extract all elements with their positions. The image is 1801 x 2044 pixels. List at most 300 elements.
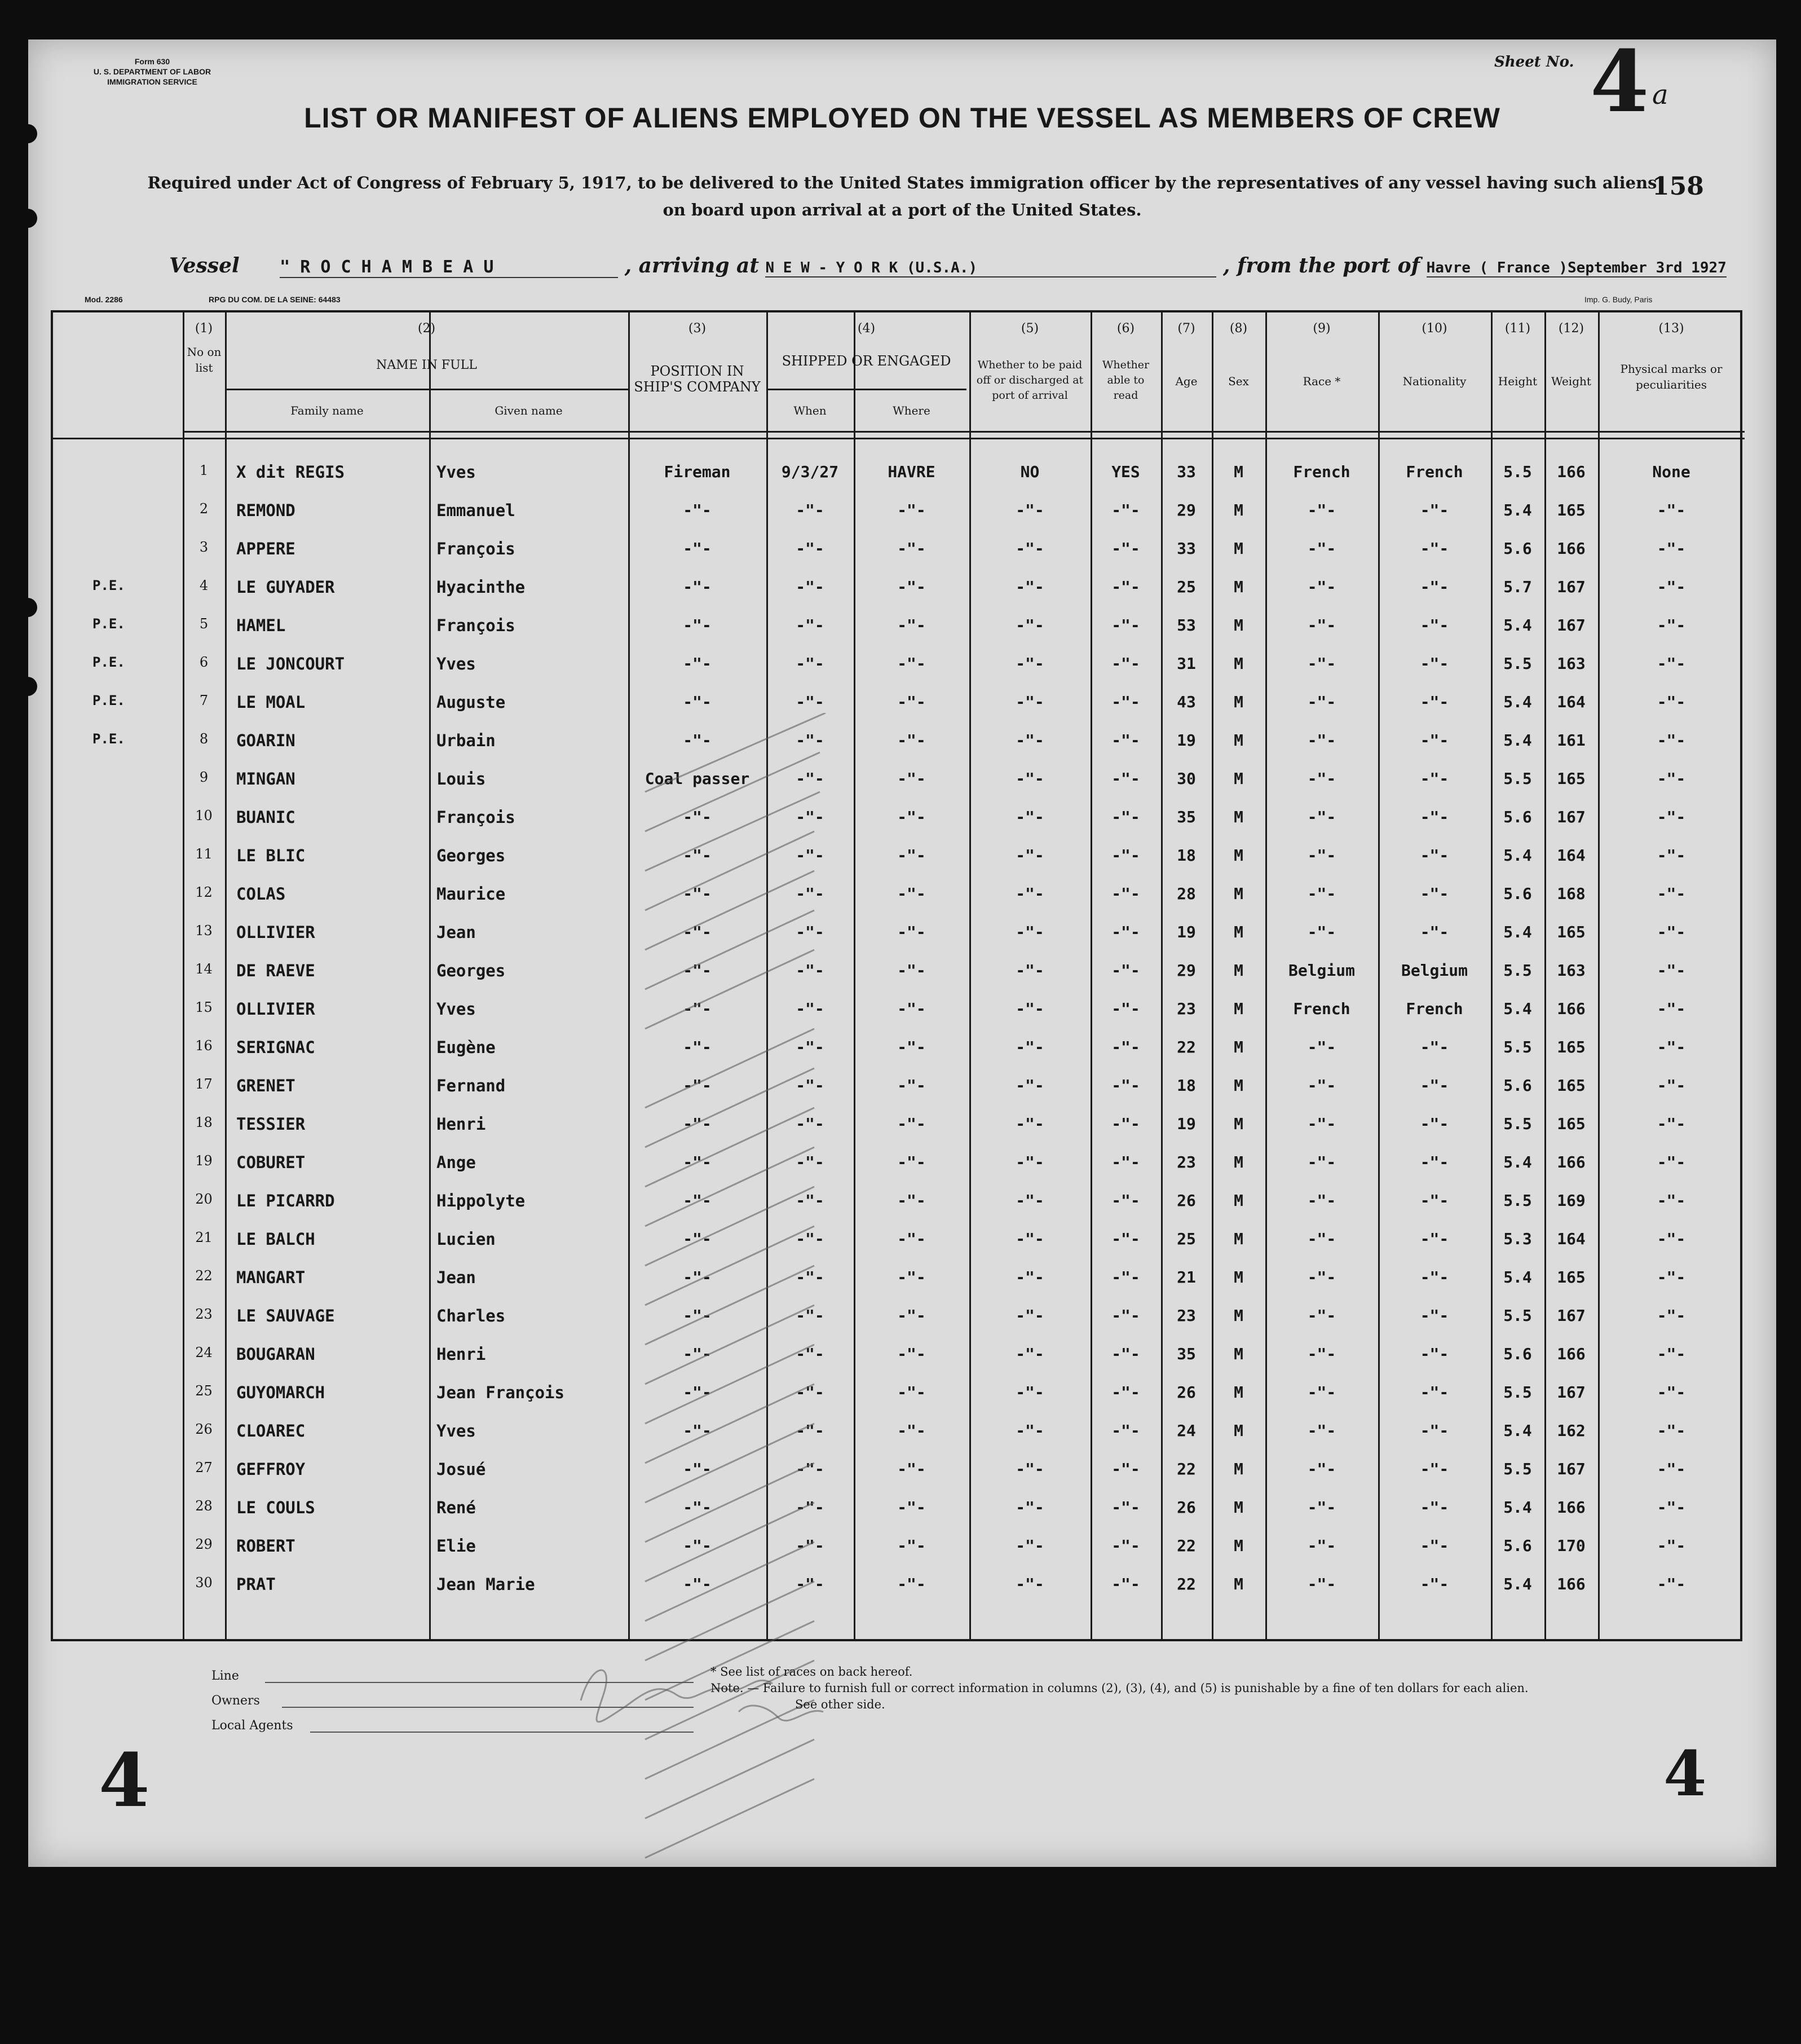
row-number: 2 bbox=[199, 501, 209, 517]
line-label: Line bbox=[211, 1669, 239, 1683]
row-number: 9 bbox=[199, 769, 209, 785]
row-height: 5.5 bbox=[1503, 1191, 1532, 1210]
row-race: -"- bbox=[1307, 578, 1336, 596]
row-weight: 163 bbox=[1557, 654, 1586, 673]
row-paid-off: -"- bbox=[1016, 884, 1044, 903]
row-nationality: -"- bbox=[1420, 1230, 1449, 1248]
row-weight: 161 bbox=[1557, 731, 1586, 750]
row-given-name: Eugène bbox=[436, 1038, 496, 1057]
row-paid-off: -"- bbox=[1016, 1038, 1044, 1056]
row-able-to-read: -"- bbox=[1111, 846, 1140, 865]
row-sex: M bbox=[1234, 1191, 1243, 1210]
row-when: -"- bbox=[796, 539, 824, 558]
row-height: 5.5 bbox=[1503, 1306, 1532, 1325]
table-row bbox=[53, 569, 1745, 607]
voyage-date: September 3rd 1927 bbox=[1568, 259, 1727, 276]
row-family-name: MANGART bbox=[236, 1268, 306, 1287]
page-number: 158 bbox=[1652, 172, 1704, 201]
row-marks: -"- bbox=[1657, 693, 1686, 711]
row-race: -"- bbox=[1307, 1230, 1336, 1248]
row-sex: M bbox=[1234, 731, 1243, 750]
row-race: -"- bbox=[1307, 1575, 1336, 1593]
row-age: 23 bbox=[1177, 1153, 1196, 1171]
row-height: 5.6 bbox=[1503, 808, 1532, 826]
row-position: -"- bbox=[683, 1268, 712, 1287]
row-age: 35 bbox=[1177, 1345, 1196, 1363]
row-when: -"- bbox=[796, 1383, 824, 1402]
row-race: -"- bbox=[1307, 1153, 1336, 1171]
row-given-name: Georges bbox=[436, 961, 506, 980]
form-info bbox=[90, 56, 214, 87]
row-nationality: -"- bbox=[1420, 1038, 1449, 1056]
row-given-name: Henri bbox=[436, 1114, 486, 1134]
row-when: -"- bbox=[796, 654, 824, 673]
row-height: 5.5 bbox=[1503, 961, 1532, 980]
row-height: 5.6 bbox=[1503, 884, 1532, 903]
row-family-name: COBURET bbox=[236, 1153, 306, 1172]
row-note: P.E. bbox=[92, 578, 125, 593]
col-3-header: POSITION IN SHIP'S COMPANY bbox=[634, 363, 761, 395]
agents-label: Local Agents bbox=[211, 1719, 293, 1733]
row-marks: -"- bbox=[1657, 1114, 1686, 1133]
row-nationality: -"- bbox=[1420, 1306, 1449, 1325]
row-number: 5 bbox=[199, 616, 209, 632]
row-height: 5.5 bbox=[1503, 1038, 1532, 1056]
row-note: P.E. bbox=[92, 731, 125, 747]
row-where: -"- bbox=[897, 884, 926, 903]
row-given-name: Louis bbox=[436, 769, 486, 788]
row-height: 5.5 bbox=[1503, 769, 1532, 788]
row-height: 5.5 bbox=[1503, 462, 1532, 481]
table-row bbox=[53, 1105, 1745, 1144]
row-paid-off: -"- bbox=[1016, 578, 1044, 596]
row-family-name: GRENET bbox=[236, 1076, 295, 1095]
row-race: -"- bbox=[1307, 693, 1336, 711]
row-family-name: PRAT bbox=[236, 1575, 276, 1594]
table-row bbox=[53, 1182, 1745, 1221]
col-4-number: (4) bbox=[857, 321, 876, 336]
col-13-header: Physical marks or peculiarities bbox=[1620, 362, 1723, 391]
rpg-number: RPG DU COM. DE LA SEINE: 64483 bbox=[209, 295, 341, 304]
col-8-header: Sex bbox=[1228, 375, 1249, 388]
row-age: 35 bbox=[1177, 808, 1196, 826]
row-age: 25 bbox=[1177, 578, 1196, 596]
row-marks: -"- bbox=[1657, 1575, 1686, 1593]
row-when: -"- bbox=[796, 1536, 824, 1555]
row-when: -"- bbox=[796, 999, 824, 1018]
footnote-races: * See list of races on back hereof. bbox=[710, 1665, 913, 1679]
row-sex: M bbox=[1234, 462, 1243, 481]
row-able-to-read: -"- bbox=[1111, 999, 1140, 1018]
row-sex: M bbox=[1234, 846, 1243, 865]
row-nationality: -"- bbox=[1420, 923, 1449, 941]
row-marks: -"- bbox=[1657, 501, 1686, 519]
row-given-name: Yves bbox=[436, 654, 476, 673]
printer: Imp. G. Budy, Paris bbox=[1584, 295, 1653, 304]
row-age: 26 bbox=[1177, 1498, 1196, 1517]
row-able-to-read: -"- bbox=[1111, 1345, 1140, 1363]
row-weight: 164 bbox=[1557, 693, 1586, 711]
row-given-name: Jean François bbox=[436, 1383, 564, 1402]
row-nationality: -"- bbox=[1420, 884, 1449, 903]
row-when: -"- bbox=[796, 808, 824, 826]
row-able-to-read: -"- bbox=[1111, 1268, 1140, 1287]
row-family-name: LE MOAL bbox=[236, 693, 306, 712]
table-row bbox=[53, 760, 1745, 799]
row-marks: -"- bbox=[1657, 999, 1686, 1018]
row-race: -"- bbox=[1307, 1191, 1336, 1210]
row-paid-off: -"- bbox=[1016, 1076, 1044, 1095]
row-marks: -"- bbox=[1657, 1460, 1686, 1478]
sheet-number-left: 4 bbox=[99, 1737, 150, 1823]
row-position: -"- bbox=[683, 808, 712, 826]
table-row bbox=[53, 1259, 1745, 1297]
row-marks: -"- bbox=[1657, 884, 1686, 903]
row-number: 7 bbox=[199, 693, 209, 708]
row-nationality: -"- bbox=[1420, 1114, 1449, 1133]
row-number: 16 bbox=[195, 1038, 213, 1054]
row-weight: 167 bbox=[1557, 1306, 1586, 1325]
row-age: 22 bbox=[1177, 1575, 1196, 1593]
row-sex: M bbox=[1234, 923, 1243, 941]
row-nationality: -"- bbox=[1420, 616, 1449, 635]
page-title: LIST OR MANIFEST OF ALIENS EMPLOYED ON THE VESSEL AS MEMBERS OF CREW bbox=[304, 102, 1500, 134]
row-where: -"- bbox=[897, 654, 926, 673]
row-when: -"- bbox=[796, 1306, 824, 1325]
col-11-header: Height bbox=[1498, 375, 1538, 388]
row-able-to-read: YES bbox=[1111, 462, 1140, 481]
row-able-to-read: -"- bbox=[1111, 578, 1140, 596]
row-when: -"- bbox=[796, 616, 824, 635]
row-sex: M bbox=[1234, 1038, 1243, 1056]
row-age: 30 bbox=[1177, 769, 1196, 788]
table-row bbox=[53, 1412, 1745, 1451]
row-marks: -"- bbox=[1657, 539, 1686, 558]
row-weight: 165 bbox=[1557, 1038, 1586, 1056]
row-height: 5.6 bbox=[1503, 1076, 1532, 1095]
department: U. S. DEPARTMENT OF LABOR bbox=[93, 67, 211, 76]
row-position: -"- bbox=[683, 961, 712, 980]
table-row bbox=[53, 875, 1745, 914]
row-position: -"- bbox=[683, 501, 712, 519]
row-race: -"- bbox=[1307, 1268, 1336, 1287]
footnote-other: See other side. bbox=[795, 1698, 885, 1711]
row-when: -"- bbox=[796, 1114, 824, 1133]
row-weight: 167 bbox=[1557, 578, 1586, 596]
row-marks: -"- bbox=[1657, 1076, 1686, 1095]
mod-number: Mod. 2286 bbox=[85, 295, 123, 304]
row-age: 19 bbox=[1177, 923, 1196, 941]
sheet-no-extra: a bbox=[1652, 79, 1668, 111]
row-sex: M bbox=[1234, 654, 1243, 673]
row-race: -"- bbox=[1307, 846, 1336, 865]
row-given-name: François bbox=[436, 539, 515, 558]
row-weight: 166 bbox=[1557, 1575, 1586, 1593]
row-height: 5.4 bbox=[1503, 999, 1532, 1018]
row-family-name: REMOND bbox=[236, 501, 295, 520]
row-number: 12 bbox=[195, 884, 213, 900]
row-weight: 165 bbox=[1557, 501, 1586, 519]
row-weight: 166 bbox=[1557, 1345, 1586, 1363]
row-family-name: CLOAREC bbox=[236, 1421, 306, 1441]
table-row bbox=[53, 1221, 1745, 1259]
row-weight: 166 bbox=[1557, 1498, 1586, 1517]
footnote bbox=[710, 1664, 1529, 1713]
punch-hole bbox=[18, 209, 37, 228]
row-able-to-read: -"- bbox=[1111, 1038, 1140, 1056]
row-able-to-read: -"- bbox=[1111, 923, 1140, 941]
row-race: -"- bbox=[1307, 1345, 1336, 1363]
row-nationality: -"- bbox=[1420, 1153, 1449, 1171]
col-9-header: Race * bbox=[1303, 375, 1341, 388]
row-paid-off: -"- bbox=[1016, 1536, 1044, 1555]
row-nationality: -"- bbox=[1420, 1536, 1449, 1555]
row-number: 17 bbox=[195, 1076, 213, 1092]
punch-hole bbox=[18, 2025, 37, 2044]
row-when: -"- bbox=[796, 923, 824, 941]
row-nationality: -"- bbox=[1420, 769, 1449, 788]
row-weight: 165 bbox=[1557, 769, 1586, 788]
row-marks: -"- bbox=[1657, 654, 1686, 673]
row-nationality: -"- bbox=[1420, 539, 1449, 558]
sheet-no-label: Sheet No. bbox=[1494, 54, 1574, 71]
row-position: -"- bbox=[683, 1191, 712, 1210]
row-when: -"- bbox=[796, 1153, 824, 1171]
row-sex: M bbox=[1234, 1421, 1243, 1440]
row-race: -"- bbox=[1307, 923, 1336, 941]
row-family-name: SERIGNAC bbox=[236, 1038, 315, 1057]
row-able-to-read: -"- bbox=[1111, 539, 1140, 558]
row-sex: M bbox=[1234, 693, 1243, 711]
row-family-name: X dit REGIS bbox=[236, 462, 345, 482]
vessel-line bbox=[169, 254, 1748, 282]
row-when: -"- bbox=[796, 1191, 824, 1210]
row-height: 5.6 bbox=[1503, 1536, 1532, 1555]
row-where: -"- bbox=[897, 1230, 926, 1248]
row-age: 29 bbox=[1177, 501, 1196, 519]
row-note: P.E. bbox=[92, 693, 125, 708]
row-number: 26 bbox=[195, 1421, 213, 1437]
table-row bbox=[53, 453, 1745, 492]
row-marks: -"- bbox=[1657, 1536, 1686, 1555]
row-able-to-read: -"- bbox=[1111, 1460, 1140, 1478]
row-able-to-read: -"- bbox=[1111, 1076, 1140, 1095]
row-where: -"- bbox=[897, 1191, 926, 1210]
row-position: -"- bbox=[683, 999, 712, 1018]
row-able-to-read: -"- bbox=[1111, 769, 1140, 788]
row-family-name: LE GUYADER bbox=[236, 578, 335, 597]
row-nationality: -"- bbox=[1420, 1498, 1449, 1517]
row-position: -"- bbox=[683, 1114, 712, 1133]
row-height: 5.6 bbox=[1503, 1345, 1532, 1363]
row-nationality: -"- bbox=[1420, 731, 1449, 750]
row-paid-off: -"- bbox=[1016, 731, 1044, 750]
row-given-name: Maurice bbox=[436, 884, 506, 904]
row-given-name: Yves bbox=[436, 1421, 476, 1441]
row-given-name: Auguste bbox=[436, 693, 506, 712]
row-where: -"- bbox=[897, 501, 926, 519]
row-age: 43 bbox=[1177, 693, 1196, 711]
row-able-to-read: -"- bbox=[1111, 808, 1140, 826]
row-height: 5.4 bbox=[1503, 1421, 1532, 1440]
row-family-name: LE BALCH bbox=[236, 1230, 315, 1249]
row-marks: -"- bbox=[1657, 846, 1686, 865]
row-able-to-read: -"- bbox=[1111, 1536, 1140, 1555]
col-2-family-header: Family name bbox=[290, 404, 364, 417]
row-position: Coal passer bbox=[645, 769, 750, 788]
col-5-number: (5) bbox=[1021, 321, 1039, 336]
col-2-given-header: Given name bbox=[495, 404, 563, 417]
row-family-name: LE BLIC bbox=[236, 846, 306, 865]
row-position: -"- bbox=[683, 1153, 712, 1171]
row-age: 22 bbox=[1177, 1460, 1196, 1478]
row-when: 9/3/27 bbox=[781, 462, 839, 481]
table-row bbox=[53, 530, 1745, 569]
row-able-to-read: -"- bbox=[1111, 961, 1140, 980]
row-height: 5.4 bbox=[1503, 923, 1532, 941]
row-where: -"- bbox=[897, 1345, 926, 1363]
row-able-to-read: -"- bbox=[1111, 1114, 1140, 1133]
row-height: 5.4 bbox=[1503, 1153, 1532, 1171]
row-sex: M bbox=[1234, 1383, 1243, 1402]
row-when: -"- bbox=[796, 1345, 824, 1363]
page-subtitle: Required under Act of Congress of February 5, 1917, to be delivered to the United States immigration officer by the representatives of any vessel having such aliens on board upon arrival at a port of the United States. bbox=[147, 173, 1657, 219]
row-given-name: Hippolyte bbox=[436, 1191, 526, 1210]
row-family-name: LE PICARRD bbox=[236, 1191, 335, 1210]
row-given-name: Jean bbox=[436, 923, 476, 942]
row-height: 5.4 bbox=[1503, 731, 1532, 750]
row-family-name: OLLIVIER bbox=[236, 999, 315, 1019]
row-height: 5.4 bbox=[1503, 1268, 1532, 1287]
row-race: Belgium bbox=[1288, 961, 1355, 980]
row-position: -"- bbox=[683, 731, 712, 750]
row-race: French bbox=[1293, 462, 1350, 481]
row-family-name: DE RAEVE bbox=[236, 961, 315, 980]
row-height: 5.5 bbox=[1503, 654, 1532, 673]
row-where: -"- bbox=[897, 1536, 926, 1555]
row-age: 53 bbox=[1177, 616, 1196, 635]
table-row bbox=[53, 492, 1745, 530]
row-marks: -"- bbox=[1657, 1498, 1686, 1517]
row-able-to-read: -"- bbox=[1111, 616, 1140, 635]
row-marks: -"- bbox=[1657, 1038, 1686, 1056]
row-position: -"- bbox=[683, 1498, 712, 1517]
col-2-number: (2) bbox=[417, 321, 436, 336]
row-where: -"- bbox=[897, 808, 926, 826]
row-weight: 167 bbox=[1557, 808, 1586, 826]
row-marks: None bbox=[1652, 462, 1690, 481]
row-paid-off: -"- bbox=[1016, 1383, 1044, 1402]
row-given-name: Lucien bbox=[436, 1230, 496, 1249]
row-position: -"- bbox=[683, 1306, 712, 1325]
col-1-header: No on list bbox=[187, 345, 222, 375]
row-race: -"- bbox=[1307, 501, 1336, 519]
row-weight: 164 bbox=[1557, 1230, 1586, 1248]
row-number: 19 bbox=[195, 1153, 213, 1169]
row-weight: 166 bbox=[1557, 999, 1586, 1018]
row-age: 26 bbox=[1177, 1191, 1196, 1210]
table-row bbox=[53, 1336, 1745, 1374]
row-when: -"- bbox=[796, 578, 824, 596]
row-given-name: René bbox=[436, 1498, 476, 1517]
row-position: -"- bbox=[683, 654, 712, 673]
row-marks: -"- bbox=[1657, 1383, 1686, 1402]
row-age: 25 bbox=[1177, 1230, 1196, 1248]
row-family-name: ROBERT bbox=[236, 1536, 295, 1556]
manifest-sheet bbox=[28, 32, 1776, 1867]
row-nationality: -"- bbox=[1420, 1421, 1449, 1440]
row-height: 5.4 bbox=[1503, 846, 1532, 865]
row-family-name: LE COULS bbox=[236, 1498, 315, 1517]
form-number: Form 630 bbox=[134, 57, 170, 66]
col-9-number: (9) bbox=[1313, 321, 1331, 336]
row-age: 22 bbox=[1177, 1038, 1196, 1056]
row-when: -"- bbox=[796, 1575, 824, 1593]
row-height: 5.4 bbox=[1503, 616, 1532, 635]
row-position: -"- bbox=[683, 578, 712, 596]
row-family-name: BOUGARAN bbox=[236, 1345, 315, 1364]
row-position: -"- bbox=[683, 884, 712, 903]
row-race: -"- bbox=[1307, 1460, 1336, 1478]
row-weight: 165 bbox=[1557, 923, 1586, 941]
table-row bbox=[53, 914, 1745, 952]
table-row bbox=[53, 607, 1745, 645]
row-nationality: -"- bbox=[1420, 1575, 1449, 1593]
row-given-name: Charles bbox=[436, 1306, 506, 1325]
row-nationality: -"- bbox=[1420, 1191, 1449, 1210]
row-nationality: -"- bbox=[1420, 1345, 1449, 1363]
row-age: 28 bbox=[1177, 884, 1196, 903]
row-given-name: Emmanuel bbox=[436, 501, 515, 520]
table-row bbox=[53, 799, 1745, 837]
row-paid-off: -"- bbox=[1016, 999, 1044, 1018]
row-race: -"- bbox=[1307, 1536, 1336, 1555]
row-where: -"- bbox=[897, 1268, 926, 1287]
row-height: 5.5 bbox=[1503, 1114, 1532, 1133]
row-where: -"- bbox=[897, 1114, 926, 1133]
row-age: 18 bbox=[1177, 846, 1196, 865]
table-row bbox=[53, 1144, 1745, 1182]
row-when: -"- bbox=[796, 961, 824, 980]
row-able-to-read: -"- bbox=[1111, 501, 1140, 519]
row-given-name: Elie bbox=[436, 1536, 476, 1556]
row-paid-off: -"- bbox=[1016, 1421, 1044, 1440]
row-given-name: François bbox=[436, 616, 515, 635]
table-row bbox=[53, 990, 1745, 1029]
row-race: -"- bbox=[1307, 1383, 1336, 1402]
row-marks: -"- bbox=[1657, 578, 1686, 596]
row-height: 5.7 bbox=[1503, 578, 1532, 596]
row-paid-off: -"- bbox=[1016, 1345, 1044, 1363]
table-row bbox=[53, 1489, 1745, 1527]
row-age: 21 bbox=[1177, 1268, 1196, 1287]
row-position: -"- bbox=[683, 616, 712, 635]
row-where: -"- bbox=[897, 1575, 926, 1593]
row-position: Fireman bbox=[664, 462, 731, 481]
row-weight: 165 bbox=[1557, 1076, 1586, 1095]
arriving-label: , arriving at bbox=[624, 254, 759, 277]
row-where: -"- bbox=[897, 923, 926, 941]
row-able-to-read: -"- bbox=[1111, 1421, 1140, 1440]
row-race: -"- bbox=[1307, 1421, 1336, 1440]
row-marks: -"- bbox=[1657, 769, 1686, 788]
row-marks: -"- bbox=[1657, 731, 1686, 750]
table-row bbox=[53, 1374, 1745, 1412]
row-weight: 166 bbox=[1557, 462, 1586, 481]
row-given-name: Josué bbox=[436, 1460, 486, 1479]
row-sex: M bbox=[1234, 616, 1243, 635]
table-row bbox=[53, 837, 1745, 875]
